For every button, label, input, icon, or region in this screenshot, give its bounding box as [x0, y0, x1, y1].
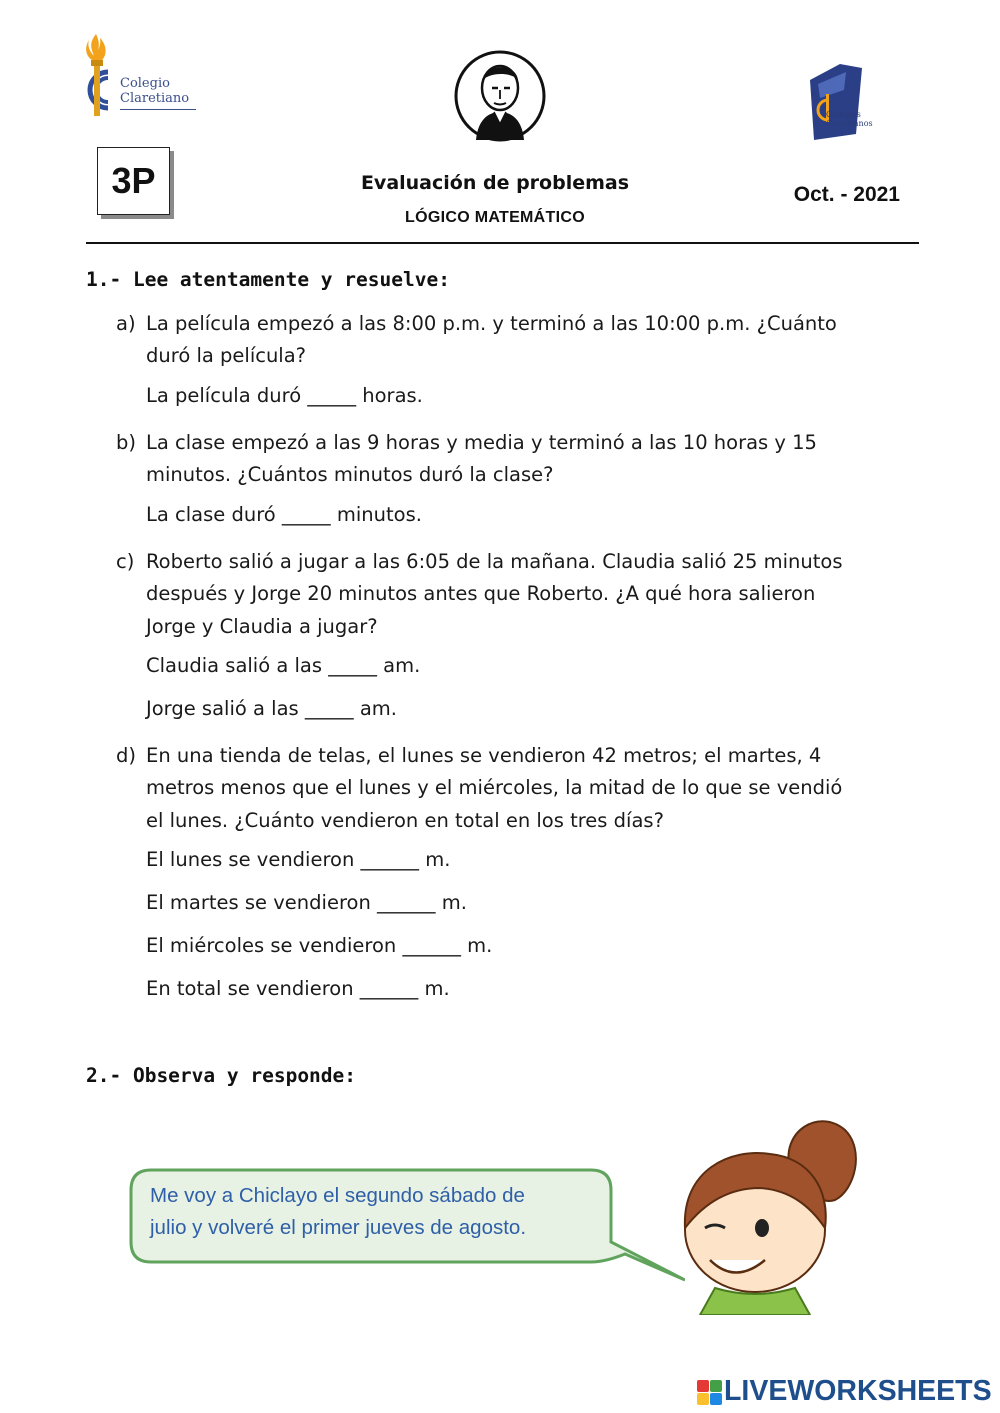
liveworksheets-brand	[697, 1375, 997, 1411]
question-text-line: metros menos que el lunes y el miércoles, la mitad de lo que se vendió	[146, 776, 843, 799]
torch-icon	[78, 30, 120, 120]
grade-badge: 3P	[97, 147, 170, 215]
answer-line[interactable]: La película duró _____ horas.	[146, 384, 423, 407]
date-label: Oct. - 2021	[793, 183, 900, 206]
question-text-line: minutos. ¿Cuántos minutos duró la clase?	[146, 463, 554, 486]
question-label: b)	[116, 431, 136, 454]
school-name-right	[826, 110, 873, 128]
answer-line[interactable]: Claudia salió a las _____ am.	[146, 654, 421, 677]
question-label: d)	[116, 744, 136, 767]
page-subtitle: LÓGICO MATEMÁTICO	[405, 209, 585, 226]
school-name-line: Colegios	[826, 110, 861, 119]
school-name-line: Colegio	[120, 76, 170, 91]
bubble-line: julio y volveré el primer jueves de agosto.	[150, 1216, 527, 1239]
shield-logo-icon	[800, 60, 880, 142]
question-text-line: La película empezó a las 8:00 p.m. y terminó a las 10:00 p.m. ¿Cuánto	[146, 312, 837, 335]
speech-bubble-text	[150, 1180, 620, 1244]
question-label: c)	[116, 550, 135, 573]
founder-portrait-icon	[450, 48, 550, 156]
question-label: a)	[116, 312, 136, 335]
answer-line[interactable]: El lunes se vendieron ______ m.	[146, 848, 451, 871]
brand-name: LIVEWORKSHEETS	[724, 1375, 992, 1407]
question-text-line: Jorge y Claudia a jugar?	[146, 615, 378, 638]
answer-line[interactable]: En total se vendieron ______ m.	[146, 977, 450, 1000]
school-name-line: Claretiano	[120, 91, 190, 106]
school-name-line: Claretianos	[826, 119, 873, 128]
section2-heading: 2.- Observa y responde:	[86, 1064, 357, 1087]
school-logo-left	[78, 30, 208, 120]
answer-line[interactable]: La clase duró _____ minutos.	[146, 503, 422, 526]
question-text-line: La clase empezó a las 9 horas y media y terminó a las 10 horas y 15	[146, 431, 817, 454]
bubble-line: Me voy a Chiclayo el segundo sábado de	[150, 1184, 525, 1207]
page-title: Evaluación de problemas	[360, 172, 630, 194]
answer-line[interactable]: Jorge salió a las _____ am.	[146, 697, 397, 720]
school-logo-right	[800, 60, 880, 142]
answer-line[interactable]: El miércoles se vendieron ______ m.	[146, 934, 493, 957]
question-a	[116, 308, 916, 374]
question-c	[116, 546, 916, 644]
question-d	[116, 740, 916, 838]
liveworksheets-logo-icon	[697, 1380, 722, 1405]
question-text-line: En una tienda de telas, el lunes se vendieron 42 metros; el martes, 4	[146, 744, 822, 767]
question-b	[116, 427, 916, 493]
school-name-left	[120, 76, 189, 106]
girl-character-icon	[670, 1110, 870, 1315]
question-text-line: duró la película?	[146, 344, 307, 367]
question-text-line: el lunes. ¿Cuánto vendieron en total en los tres días?	[146, 809, 664, 832]
header-divider	[86, 242, 919, 244]
answer-line[interactable]: El martes se vendieron ______ m.	[146, 891, 467, 914]
question-text-line: después y Jorge 20 minutos antes que Roberto. ¿A qué hora salieron	[146, 582, 816, 605]
section1-heading: 1.- Lee atentamente y resuelve:	[86, 268, 450, 291]
question-text-line: Roberto salió a jugar a las 6:05 de la mañana. Claudia salió 25 minutos	[146, 550, 843, 573]
